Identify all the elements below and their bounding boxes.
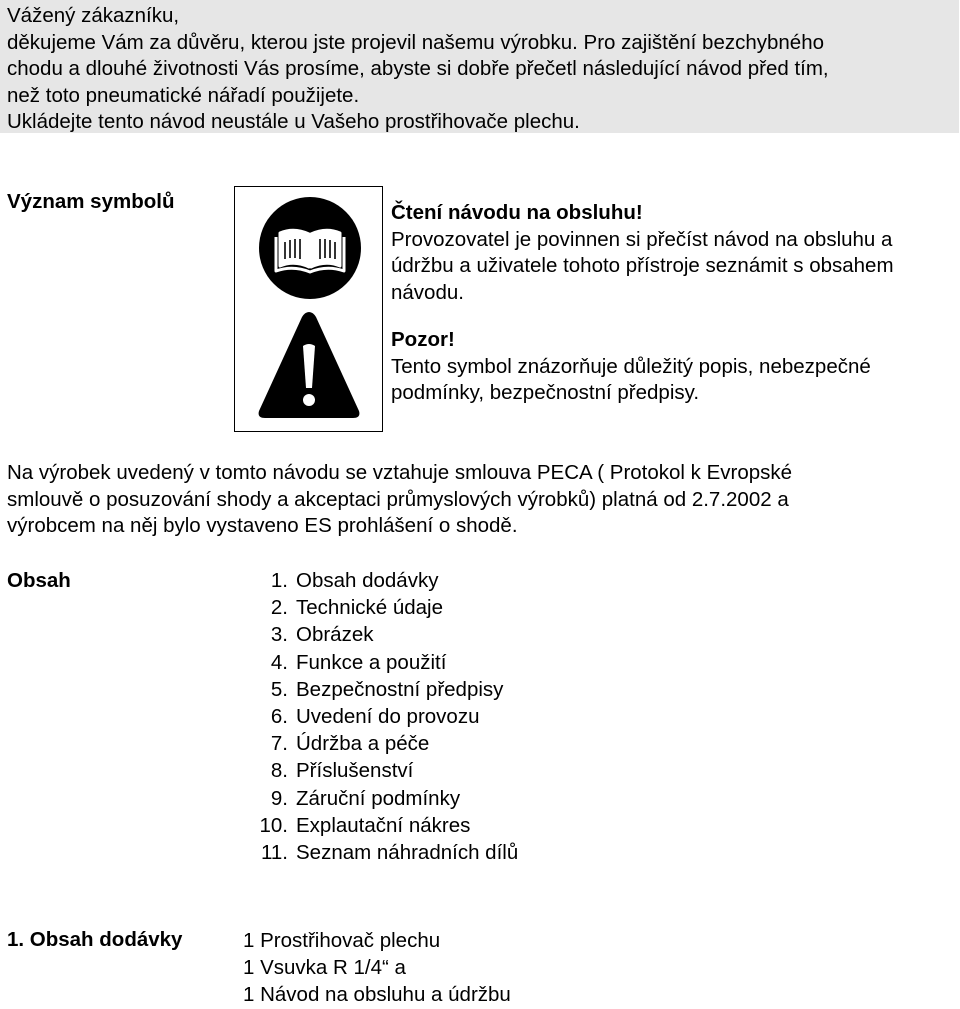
item-label: Technické údaje <box>296 596 444 620</box>
warning-line: podmínky, bezpečnostní předpisy. <box>391 381 700 405</box>
warning-description <box>391 327 959 407</box>
symbols-box <box>234 186 383 432</box>
intro-line: chodu a dlouhé životnosti Vás prosíme, abyste si dobře přečetl následující návod před tím, <box>7 57 829 81</box>
item-label: Záruční podmínky <box>296 786 461 810</box>
read-manual-title: Čtení návodu na obsluhu! <box>391 201 643 224</box>
read-manual-line: údržbu a uživatele tohoto přístroje seznámit s obsahem <box>391 254 894 278</box>
contents-item <box>246 567 518 594</box>
intro-block <box>0 0 959 133</box>
contents-item <box>246 757 518 784</box>
delivery-item: 1 Vsuvka R 1/4“ a <box>243 956 406 980</box>
warning-line: Tento symbol znázorňuje důležitý popis, nebezpečné <box>391 354 871 378</box>
item-number: 2. <box>270 596 288 620</box>
contents-heading: Obsah <box>7 569 71 592</box>
item-label: Bezpečnostní předpisy <box>296 677 504 701</box>
item-label: Údržba a péče <box>296 732 430 756</box>
warning-title: Pozor! <box>391 328 455 351</box>
item-label: Seznam náhradních dílů <box>296 840 519 864</box>
item-label: Obrázek <box>296 623 374 647</box>
read-manual-description <box>391 200 959 306</box>
contents-item <box>246 676 518 703</box>
item-number: 1. <box>270 569 288 592</box>
delivery-item: 1 Prostřihovač plechu <box>243 929 441 952</box>
intro-line: než toto pneumatické nářadí použijete. <box>7 83 360 107</box>
item-number: 4. <box>270 650 288 674</box>
contents-item <box>246 839 518 866</box>
contents-list <box>246 567 518 866</box>
peca-paragraph <box>7 460 957 540</box>
item-label: Funkce a použití <box>296 650 447 674</box>
item-number: 8. <box>270 759 288 783</box>
symbols-heading: Význam symbolů <box>7 190 175 213</box>
peca-line: Na výrobek uvedený v tomto návodu se vztahuje smlouva PECA ( Protokol k Evropské <box>7 461 793 484</box>
item-number: 9. <box>270 786 288 810</box>
contents-item <box>246 785 518 812</box>
peca-line: smlouvě o posuzování shody a akceptaci průmyslových výrobků) platná od 2.7.2002 a <box>7 487 789 511</box>
contents-item <box>246 649 518 676</box>
item-label: Příslušenství <box>296 759 414 783</box>
delivery-list <box>243 927 511 1009</box>
item-number: 6. <box>270 704 288 728</box>
read-manual-line: Provozovatel je povinnen si přečíst návod na obsluhu a <box>391 227 893 251</box>
item-number: 7. <box>270 732 288 756</box>
item-label: Uvedení do provozu <box>296 704 480 728</box>
item-label: Obsah dodávky <box>296 569 439 592</box>
item-number: 3. <box>270 623 288 647</box>
contents-item <box>246 730 518 757</box>
item-number: 10. <box>259 813 288 837</box>
warning-icon <box>255 308 363 422</box>
contents-item <box>246 621 518 648</box>
delivery-heading: 1. Obsah dodávky <box>7 928 183 951</box>
item-number: 5. <box>270 677 288 701</box>
item-label: Explautační nákres <box>296 813 471 837</box>
contents-item <box>246 812 518 839</box>
peca-line: výrobcem na něj bylo vystaveno ES prohlášení o shodě. <box>7 514 518 538</box>
item-number: 11. <box>261 840 288 864</box>
book-icon <box>259 197 361 299</box>
contents-item <box>246 594 518 621</box>
intro-line: děkujeme Vám za důvěru, kterou jste projevil našemu výrobku. Pro zajištění bezchybného <box>7 30 825 54</box>
greeting: Vážený zákazníku, <box>7 4 180 27</box>
read-manual-line: návodu. <box>391 280 464 304</box>
intro-line: Ukládejte tento návod neustále u Vašeho prostřihovače plechu. <box>7 110 580 134</box>
contents-item <box>246 703 518 730</box>
delivery-item: 1 Návod na obsluhu a údržbu <box>243 983 511 1007</box>
